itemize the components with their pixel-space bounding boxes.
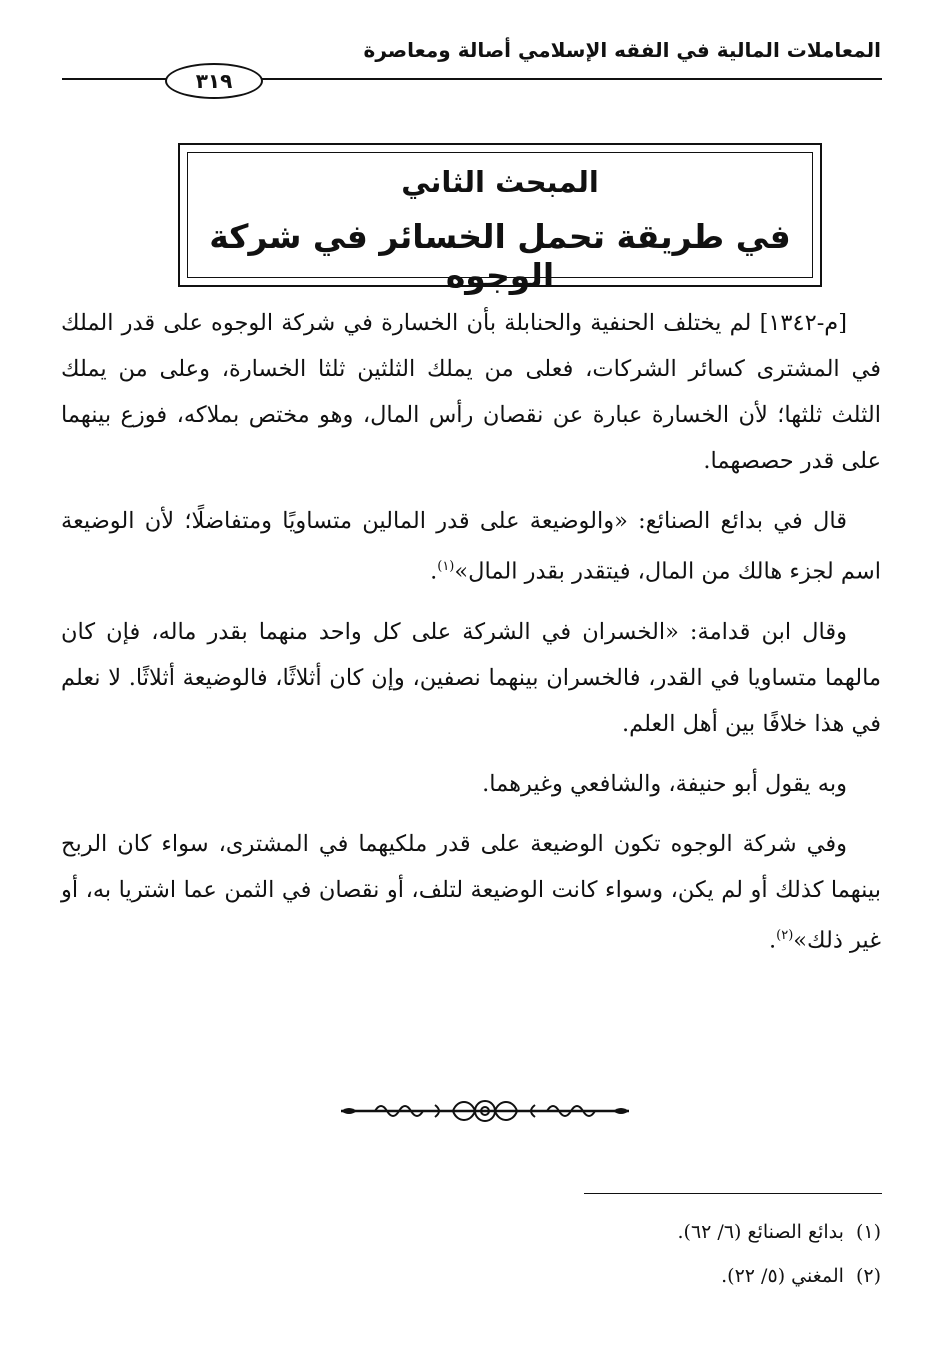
page-number: ٣١٩	[165, 63, 263, 99]
paragraph-3: وقال ابن قدامة: «الخسران في الشركة على كل واحد منهما بقدر ماله، فإن كان مالهما متساويا في القدر، فالخسران بينهما نصفين، وإن كان أثلاثًا، فالوضيعة أثلاثًا. لا نعلم في هذا خلافًا بين أهل العلم.	[61, 618, 881, 737]
paragraph-5-text: وفي شركة الوجوه تكون الوضيعة على قدر ملكيهما في المشترى، سواء كان الربح بينهما كذلك أو لم يكن، وسواء كانت الوضيعة لتلف، أو نقصان في الثمن عما اشتريا به، أو غير ذلك»	[61, 830, 881, 953]
section-title-line2: في طريقة تحمل الخسائر في شركة الوجوه	[209, 217, 791, 295]
paragraph-2-end: .	[430, 558, 438, 585]
footnote-2	[61, 1254, 881, 1298]
paragraph-2-text: قال في بدائع الصنائع: «والوضيعة على قدر المالين متساويًا ومتفاضلًا؛ لأن الوضيعة اسم لجزء هالك من المال، فيتقدر بقدر المال»	[61, 508, 881, 585]
footnotes	[61, 1210, 881, 1298]
paragraph-5	[61, 821, 881, 964]
paragraph-5-end: .	[768, 927, 777, 953]
paragraph-1: [م-١٣٤٢] لم يختلف الحنفية والحنابلة بأن الخسارة في شركة الوجوه على قدر الملك في المشترى كسائر الشركات، فعلى من يملك الثلثين ثلثا الخسارة، وعلى من يملك الثلث ثلثها؛ لأن الخسارة عبارة عن نقصان رأس المال، وهو مختص بملاكه، فوزع بينهما على قدر حصصهما.	[61, 310, 881, 474]
running-title: المعاملات المالية في الفقه الإسلامي أصالة ومعاصرة	[363, 38, 881, 62]
footnote-1	[61, 1210, 881, 1254]
paragraph-2	[61, 498, 881, 595]
section-title-line1: المبحث الثاني	[401, 165, 599, 199]
paragraph-4: وبه يقول أبو حنيفة، والشافعي وغيرهما.	[482, 770, 847, 797]
decorative-ornament	[335, 1096, 635, 1126]
section-title-box	[178, 143, 822, 295]
footnote-ref-1: (١)	[437, 559, 455, 574]
body-text	[61, 300, 881, 977]
footnote-1-text: بدائع الصنائع (٦/ ٦٢).	[677, 1221, 844, 1243]
footnote-2-text: المغني (٥/ ٢٢).	[721, 1265, 844, 1287]
footnote-2-number: (٢)	[855, 1265, 881, 1287]
footnote-ref-2: (٢)	[776, 927, 794, 943]
footnote-1-number: (١)	[855, 1221, 881, 1243]
footnote-rule	[584, 1193, 882, 1194]
